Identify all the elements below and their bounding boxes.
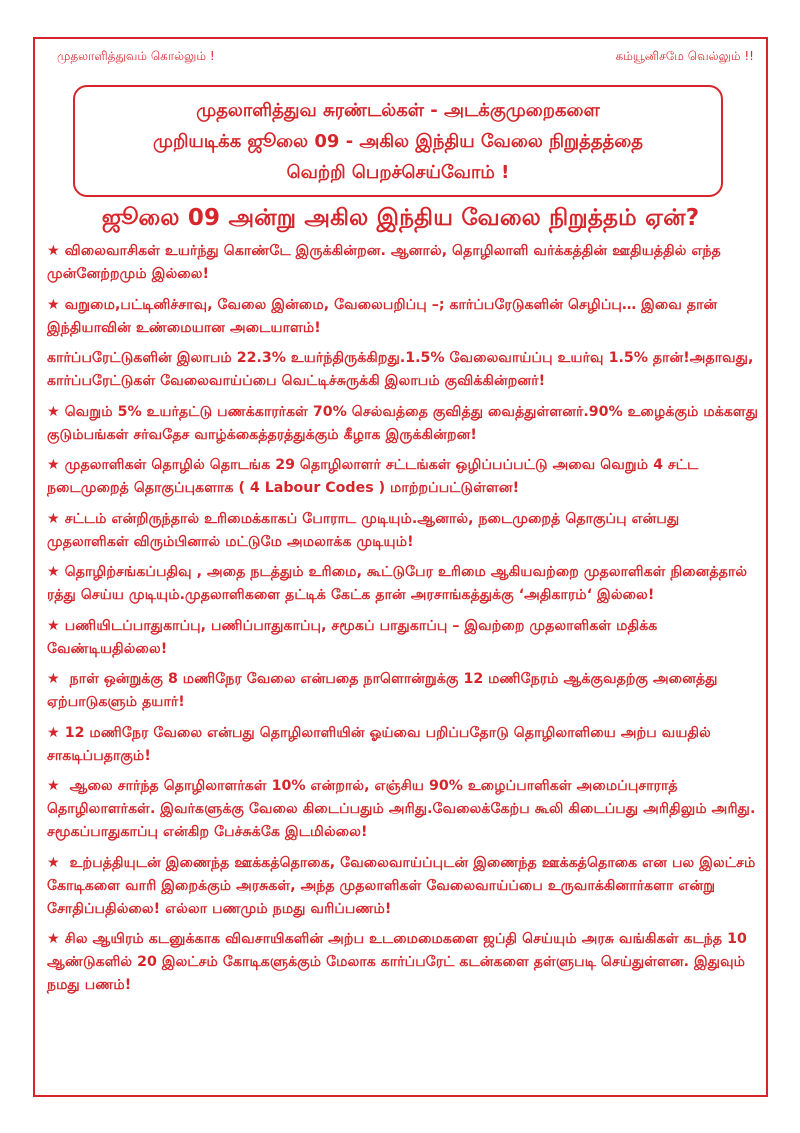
- title-banner: [73, 85, 723, 197]
- main-heading: ஜூலை 09 அன்று அகில இந்திய வேலை நிறுத்தம் ஏன்?: [101, 205, 700, 231]
- star-icon: ★: [47, 457, 60, 473]
- star-icon: ★: [47, 854, 60, 871]
- star-icon: ★: [47, 403, 60, 420]
- point-item: [47, 668, 759, 714]
- point-text: வறுமை,பட்டினிச்சாவு, வேலை இன்மை, வேலைபறிப்பு –; கார்ப்பரேடுகளின் செழிப்பு… இவை தான் இந்தியாவின் உண்மையான அடையாளம்!: [47, 296, 718, 336]
- star-icon: ★: [47, 778, 60, 794]
- point-item: [47, 928, 759, 997]
- point-text: சட்டம் என்றிருந்தால் உரிமைக்காகப் போராட முடியும்.ஆனால், நடைமுறைத் தொகுப்பு என்பது முதலாளிகள் விரும்பினால் மட்டுமே அமலாக்க முடியும்!: [47, 510, 680, 550]
- star-icon: ★: [47, 243, 60, 259]
- point-item: [47, 401, 759, 447]
- points-list: [47, 240, 759, 1005]
- leaflet-page: [33, 37, 768, 1097]
- point-item: [47, 775, 759, 844]
- star-icon: ★: [47, 671, 60, 687]
- banner-line: முறியடிக்க ஜூலை 09 - அகில இந்திய வேலை நிறுத்தத்தை: [152, 130, 644, 152]
- point-text: 12 மணிநேர வேலை என்பது தொழிலாளியின் ஓய்வை பறிப்பதோடு தொழிலாளியை அற்ப வயதில் சாகடிப்பதாகும்!: [47, 724, 711, 764]
- slogan-left: முதலாளித்துவம் கொல்லும் !: [57, 49, 215, 63]
- point-text: முதலாளிகள் தொழில் தொடங்க 29 தொழிலாளர் சட்டங்கள் ஒழிப்பப்பட்டு அவை வெறும் 4 சட்ட நடைமுறைத் தொகுப்புகளாக ( 4 Labour Codes ) மாற்றப்பட்டுள்ளன!: [47, 457, 699, 496]
- point-item: [47, 508, 759, 554]
- point-text: ஆலை சார்ந்த தொழிலாளர்கள் 10% என்றால், எஞ்சிய 90% உழைப்பாளிகள் அமைப்புசாராத் தொழிலாளர்கள். இவர்களுக்கு வேலை கிடைப்பதும் அரிது.வேலைக்கேற்ப கூலி கிடைப்பது அரிதிலும் அரிது. சமூகப்பாதுகாப்பு என்கிற பேச்சுக்கே இடமில்லை!: [47, 778, 756, 840]
- point-text: நாள் ஒன்றுக்கு 8 மணிநேர வேலை என்பதை நாளொன்றுக்கு 12 மணிநேரம் ஆக்குவதற்கு அனைத்து ஏற்பாடுகளும் தயார்!: [47, 671, 718, 710]
- star-icon: ★: [47, 510, 60, 527]
- point-item: [47, 347, 759, 393]
- point-item: [47, 722, 759, 768]
- point-text: தொழிற்சங்கப்பதிவு , அதை நடத்தும் உரிமை, கூட்டுபேர உரிமை ஆகியவற்றை முதலாளிகள் நினைத்தால் ரத்து செய்ய முடியும்.முதலாளிகளை தட்டிக் கேட்க தான் அரசாங்கத்துக்கு ‘அதிகாரம்‘ இல்லை!: [47, 564, 748, 603]
- point-text: வெறும் 5% உயர்தட்டு பணக்காரர்கள் 70% செல்வத்தை குவித்து வைத்துள்ளனர்.90% உழைக்கும் மக்களது குடும்பங்கள் சர்வதேச வாழ்க்கைத்தரத்துக்கும் கீழாக இருக்கின்றன!: [47, 403, 759, 443]
- point-item: [47, 454, 759, 500]
- point-item: [47, 615, 759, 661]
- star-icon: ★: [47, 724, 60, 741]
- star-icon: ★: [47, 564, 60, 580]
- slogan-right: கம்யூனிசமே வெல்லும் !!: [615, 49, 754, 63]
- point-text: உற்பத்தியுடன் இணைந்த ஊக்கத்தொகை, வேலைவாய்ப்புடன் இணைந்த ஊக்கத்தொகை என பல இலட்சம் கோடிகளை வாரி இறைக்கும் அரசுகள், அந்த முதலாளிகள் வேலைவாய்ப்பை உருவாக்கினார்களா என்று சோதிப்பதில்லை! எல்லா பணமும் நமது வரிப்பணம்!: [47, 854, 756, 917]
- point-item: [47, 561, 759, 607]
- star-icon: ★: [47, 931, 60, 947]
- point-item: [47, 852, 759, 921]
- point-text: பணியிடப்பாதுகாப்பு, பணிப்பாதுகாப்பு, சமூகப் பாதுகாப்பு – இவற்றை முதலாளிகள் மதிக்க வேண்டியதில்லை!: [47, 617, 658, 657]
- star-icon: ★: [47, 296, 60, 313]
- point-item: [47, 240, 759, 286]
- point-text: கார்ப்பரேட்டுகளின் இலாபம் 22.3% உயர்ந்திருக்கிறது.1.5% வேலைவாய்ப்பு உயர்வு 1.5% தான்!அதாவது, கார்ப்பரேட்டுகள் வேலைவாய்ப்பை வெட்டிச்சுருக்கி இலாபம் குவிக்கின்றனர்!: [47, 350, 754, 389]
- banner-line: முதலாளித்துவ சுரண்டல்கள் - அடக்குமுறைகளை: [196, 99, 600, 121]
- banner-line: வெற்றி பெறச்செய்வோம் !: [286, 161, 510, 183]
- point-text: விலைவாசிகள் உயர்ந்து கொண்டே இருக்கின்றன. ஆனால், தொழிலாளி வர்க்கத்தின் ஊதியத்தில் எந்த முன்னேற்றமும் இல்லை!: [47, 243, 721, 282]
- star-icon: ★: [47, 617, 60, 634]
- point-item: [47, 294, 759, 340]
- point-text: சில ஆயிரம் கடனுக்காக விவசாயிகளின் அற்ப உடமைமைகளை ஜப்தி செய்யும் அரசு வங்கிகள் கடந்த 10 ஆண்டுகளில் 20 இலட்சம் கோடிகளுக்கும் மேலாக கார்ப்பரேட் கடன்களை தள்ளுபடி செய்துள்ளன. இதுவும் நமது பணம்!: [47, 931, 747, 993]
